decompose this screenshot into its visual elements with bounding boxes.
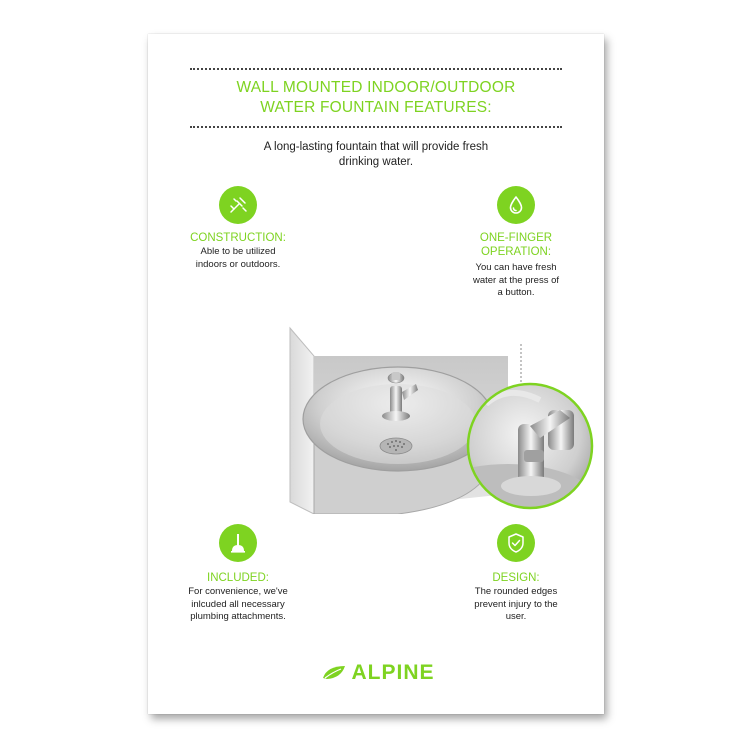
- included-heading: INCLUDED:: [207, 572, 269, 584]
- water-drop-icon: [497, 186, 535, 224]
- title-line-1: WALL MOUNTED INDOOR/OUTDOOR: [236, 79, 516, 96]
- leaf-logo-icon: [321, 664, 347, 682]
- operation-heading: [446, 231, 586, 259]
- construction-description: [168, 246, 308, 271]
- included-line-1: For convenience, we've: [188, 586, 288, 597]
- construction-line-1: Able to be utilized: [200, 246, 276, 257]
- included-line-3: plumbing attachments.: [190, 611, 286, 622]
- feature-title: [148, 78, 604, 118]
- operation-line-2: water at the press of: [472, 274, 560, 286]
- design-line-2: prevent injury to the: [474, 598, 558, 610]
- operation-heading-line-1: ONE-FINGER: [479, 232, 553, 244]
- plunger-icon: [219, 524, 257, 562]
- product-info-card: [148, 34, 604, 714]
- operation-heading-line-2: OPERATION:: [480, 246, 552, 258]
- top-dotted-divider: [190, 68, 562, 70]
- design-line-1: The rounded edges: [474, 586, 558, 597]
- brand-name: ALPINE: [351, 661, 435, 684]
- operation-description: [446, 262, 586, 300]
- construction-icon: [219, 186, 257, 224]
- included-line-2: inlcuded all necessary: [191, 598, 285, 610]
- design-heading: DESIGN:: [492, 572, 540, 584]
- included-description: [158, 586, 318, 624]
- operation-line-3: a button.: [497, 287, 535, 298]
- design-description: [446, 586, 586, 624]
- shield-check-icon: [497, 524, 535, 562]
- subtitle-line-2: drinking water.: [338, 156, 414, 168]
- subtitle-line-1: A long-lasting fountain that will provide fresh: [263, 141, 489, 153]
- operation-line-1: You can have fresh: [475, 262, 557, 273]
- design-line-3: user.: [505, 611, 527, 622]
- water-fountain-illustration: [278, 314, 604, 514]
- construction-line-2: indoors or outdoors.: [195, 258, 281, 270]
- construction-heading: CONSTRUCTION:: [190, 232, 286, 244]
- bottom-dotted-divider: [190, 126, 562, 128]
- alpine-logo: [308, 660, 448, 686]
- title-line-2: WATER FOUNTAIN FEATURES:: [260, 99, 492, 116]
- subtitle: [148, 140, 604, 170]
